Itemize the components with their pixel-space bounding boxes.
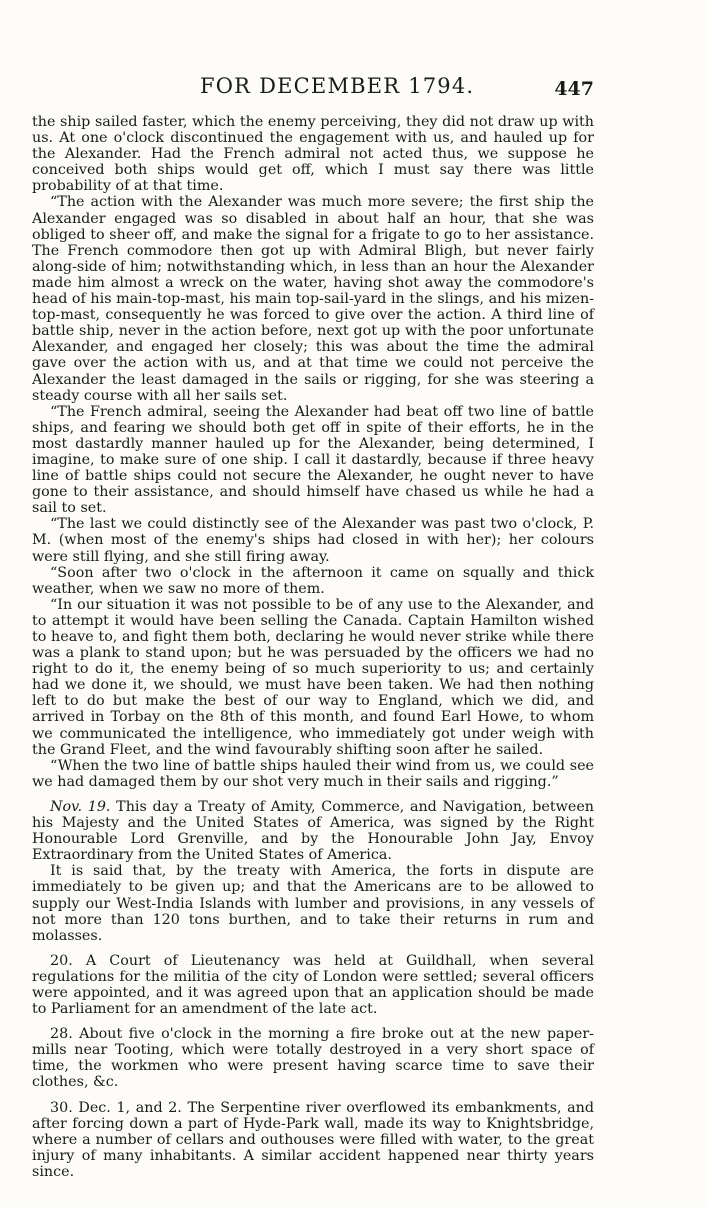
chronicle-entry xyxy=(32,1026,594,1090)
chronicle-entry xyxy=(32,863,594,943)
paragraph: “In our situation it was not possible to be of any use to the Alexander, and to attempt it would have been selling the Canada. Captain Hamilton wished to heave to, and fight them both, declaring he would never strike while there was a plank to stand upon; but he was persuaded by the officers we had no right to do it, the enemy being of so much superiority to us; and certainly had we done it, we should, we must have been taken. We had then nothing left to do but make the best of our way to England, which we did, and arrived in Torbay on the 8th of this month, and found Earl Howe, to whom we communicated the intelligence, who immediately got under weigh with the Grand Fleet, and the wind favourably shifting soon after he sailed. xyxy=(32,596,594,758)
article-body xyxy=(32,114,594,1180)
entry-text: 30. Dec. 1, and 2. The Serpentine river overflowed its embankments, and after forcing down a part of Hyde-Park wall, made its way to Knightsbridge, where a number of cellars and outhouses were filled with water, to the great injury of many inhabitants. A similar accident happened near thirty years since. xyxy=(32,1099,594,1180)
paragraph: “The French admiral, seeing the Alexander had beat off two line of battle ships, and fearing we should both get off in spite of their efforts, he in the most dastardly manner hauled up for the Alexander, being determined, I imagine, to make sure of one ship. I call it dastardly, because if three heavy line of battle ships could not secure the Alexander, he ought never to have gone to their assistance, and should himself have chased us while he had a sail to set. xyxy=(32,403,594,517)
entry-text: It is said that, by the treaty with America, the forts in dispute are immediately to be given up; and that the Americans are to be allowed to supply our West-India Islands with lumber and provisions, in any vessels of not more than 120 tons burthen, and to take their returns in rum and molasses. xyxy=(32,863,594,944)
running-header xyxy=(32,74,594,114)
entry-text: This day a Treaty of Amity, Commerce, and Navigation, between his Majesty and the United States of America, was signed by the Right Honourable Lord Grenville, and by the Honourable John Jay, Envoy Extraordinary from the United States of America. xyxy=(32,798,594,864)
entry-text: 28. About five o'clock in the morning a fire broke out at the new paper-mills near Tooting, which were totally destroyed in a very short space of time, the workmen who were present having scarce time to save their clothes, &c. xyxy=(32,1026,594,1091)
chronicle-entry xyxy=(32,953,594,1017)
paragraph: “The last we could distinctly see of the Alexander was past two o'clock, P. M. (when most of the enemy's ships had closed in with her); her colours were still flying, and she still firing away. xyxy=(32,516,594,565)
page-number: 447 xyxy=(554,78,594,100)
paragraph: “When the two line of battle ships hauled their wind from us, we could see we had damaged them by our shot very much in their sails and rigging.” xyxy=(32,757,594,790)
page xyxy=(32,74,594,1180)
chronicle-entry xyxy=(32,1100,594,1180)
chronicle-entry xyxy=(32,799,594,863)
entry-text: 20. A Court of Lieutenancy was held at Guildhall, when several regulations for the militia of the city of London were settled; several officers were appointed, and it was agreed upon that an application should be made to Parliament for an amendment of the late act. xyxy=(32,952,594,1018)
header-title: FOR DECEMBER 1794. xyxy=(200,74,475,98)
entry-date: Nov. 19. xyxy=(50,798,111,815)
paragraph: the ship sailed faster, which the enemy perceiving, they did not draw up with us. At one o'clock discontinued the engagement with us, and hauled up for the Alexander. Had the French admiral not acted thus, we suppose he conceived both ships would get off, which I must say there was little probability of at that time. xyxy=(32,114,594,195)
paragraph: “The action with the Alexander was much more severe; the first ship the Alexander engaged was so disabled in about half an hour, that she was obliged to sheer off, and make the signal for a frigate to go to her assistance. The French commodore then got up with Admiral Bligh, but never fairly along-side of him; notwithstanding which, in less than an hour the Alexander made him almost a wreck on the water, having shot away the commodore's head of his main-top-mast, his main top-sail-yard in the slings, and his mizen-top-mast, consequently he was forced to give over the action. A third line of battle ship, never in the action before, next got up with the poor unfortunate Alexander, and engaged her closely; this was about the time the admiral gave over the action with us, and at that time we could not perceive the Alexander the least damaged in the sails or rigging, for she was steering a steady course with all her sails set. xyxy=(32,194,594,404)
paragraph: “Soon after two o'clock in the afternoon it came on squally and thick weather, when we saw no more of them. xyxy=(32,564,594,597)
